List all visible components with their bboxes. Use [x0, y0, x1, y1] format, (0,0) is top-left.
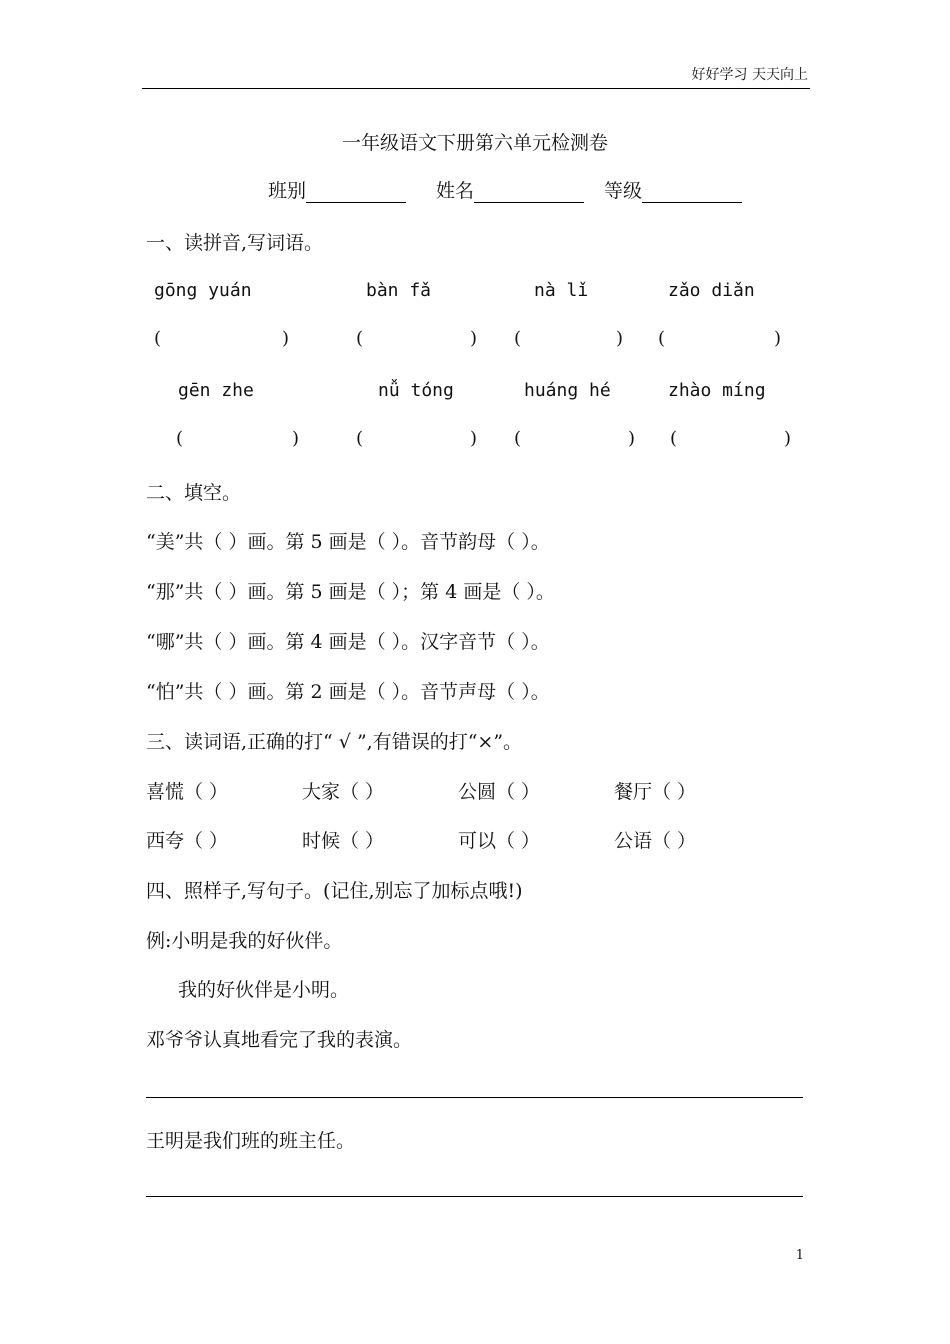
- class-label: 班别: [268, 180, 307, 202]
- paren-open[interactable]: (: [658, 328, 666, 349]
- paren-close: ): [616, 328, 624, 349]
- word-check-1-1[interactable]: 喜慌（ ）: [146, 781, 229, 803]
- paren-open[interactable]: (: [176, 428, 184, 449]
- paren-open[interactable]: (: [514, 328, 522, 349]
- name-blank: [474, 182, 584, 203]
- pinyin-1-3: nà lǐ: [534, 280, 589, 301]
- pinyin-1-4: zǎo diǎn: [668, 280, 755, 301]
- pinyin-1-2: bàn fǎ: [366, 280, 432, 301]
- paren-close: ): [774, 328, 782, 349]
- word-check-2-3[interactable]: 可以（ ）: [458, 830, 541, 852]
- fill-line-4[interactable]: “怕”共（ ）画。第 2 画是（ ）。音节声母（ ）。: [146, 681, 550, 703]
- paren-open[interactable]: (: [356, 428, 364, 449]
- pinyin-2-2: nǚ tóng: [378, 380, 454, 401]
- pinyin-2-1: gēn zhe: [178, 380, 254, 401]
- pinyin-1-1: gōng yuán: [154, 280, 252, 301]
- fill-line-3[interactable]: “哪”共（ ）画。第 4 画是（ ）。汉字音节（ ）。: [146, 631, 550, 653]
- word-check-2-4[interactable]: 公语（ ）: [614, 830, 697, 852]
- name-label: 姓名: [436, 180, 475, 202]
- page-title: 一年级语文下册第六单元检测卷: [341, 132, 608, 154]
- grade-field[interactable]: [604, 176, 742, 203]
- section2-heading: 二、填空。: [146, 482, 242, 504]
- paren-open[interactable]: (: [154, 328, 162, 349]
- pinyin-2-3: huáng hé: [524, 380, 611, 401]
- name-field[interactable]: [436, 176, 584, 203]
- fill-line-1[interactable]: “美”共（ ）画。第 5 画是（ ）。音节韵母（ ）。: [146, 531, 550, 553]
- class-field[interactable]: [268, 176, 406, 203]
- grade-blank: [642, 182, 742, 203]
- paren-open[interactable]: (: [356, 328, 364, 349]
- paren-open[interactable]: (: [514, 428, 522, 449]
- question-sentence-1: 邓爷爷认真地看完了我的表演。: [146, 1029, 413, 1051]
- word-check-2-2[interactable]: 时候（ ）: [302, 830, 385, 852]
- paren-close: ): [282, 328, 290, 349]
- header-divider: [142, 88, 810, 89]
- section3-heading: 三、读词语,正确的打“ √ ”,有错误的打“×”。: [146, 731, 523, 753]
- word-check-1-4[interactable]: 餐厅（ ）: [614, 781, 697, 803]
- paren-close: ): [470, 428, 478, 449]
- pinyin-2-4: zhào míng: [668, 380, 766, 401]
- class-blank: [306, 182, 406, 203]
- question-sentence-2: 王明是我们班的班主任。: [146, 1130, 356, 1152]
- paren-open[interactable]: (: [670, 428, 678, 449]
- word-check-1-3[interactable]: 公圆（ ）: [458, 781, 541, 803]
- paren-close: ): [628, 428, 636, 449]
- paren-close: ): [470, 328, 478, 349]
- fill-line-2[interactable]: “那”共（ ）画。第 5 画是（ ）；第 4 画是（ ）。: [146, 581, 555, 603]
- example-answer: 我的好伙伴是小明。: [178, 979, 350, 1001]
- grade-label: 等级: [604, 180, 643, 202]
- paren-close: ): [292, 428, 300, 449]
- answer-line-1[interactable]: [146, 1097, 803, 1098]
- section4-heading: 四、照样子,写句子。(记住,别忘了加标点哦!): [146, 880, 523, 902]
- word-check-1-2[interactable]: 大家（ ）: [302, 781, 385, 803]
- section1-heading: 一、读拼音,写词语。: [146, 232, 324, 254]
- word-check-2-1[interactable]: 西夸（ ）: [146, 830, 229, 852]
- answer-line-2[interactable]: [146, 1196, 803, 1197]
- example-sentence: 例:小明是我的好伙伴。: [146, 930, 343, 952]
- page-number: 1: [795, 1248, 804, 1263]
- paren-close: ): [784, 428, 792, 449]
- header-motto: 好好学习 天天向上: [691, 67, 808, 83]
